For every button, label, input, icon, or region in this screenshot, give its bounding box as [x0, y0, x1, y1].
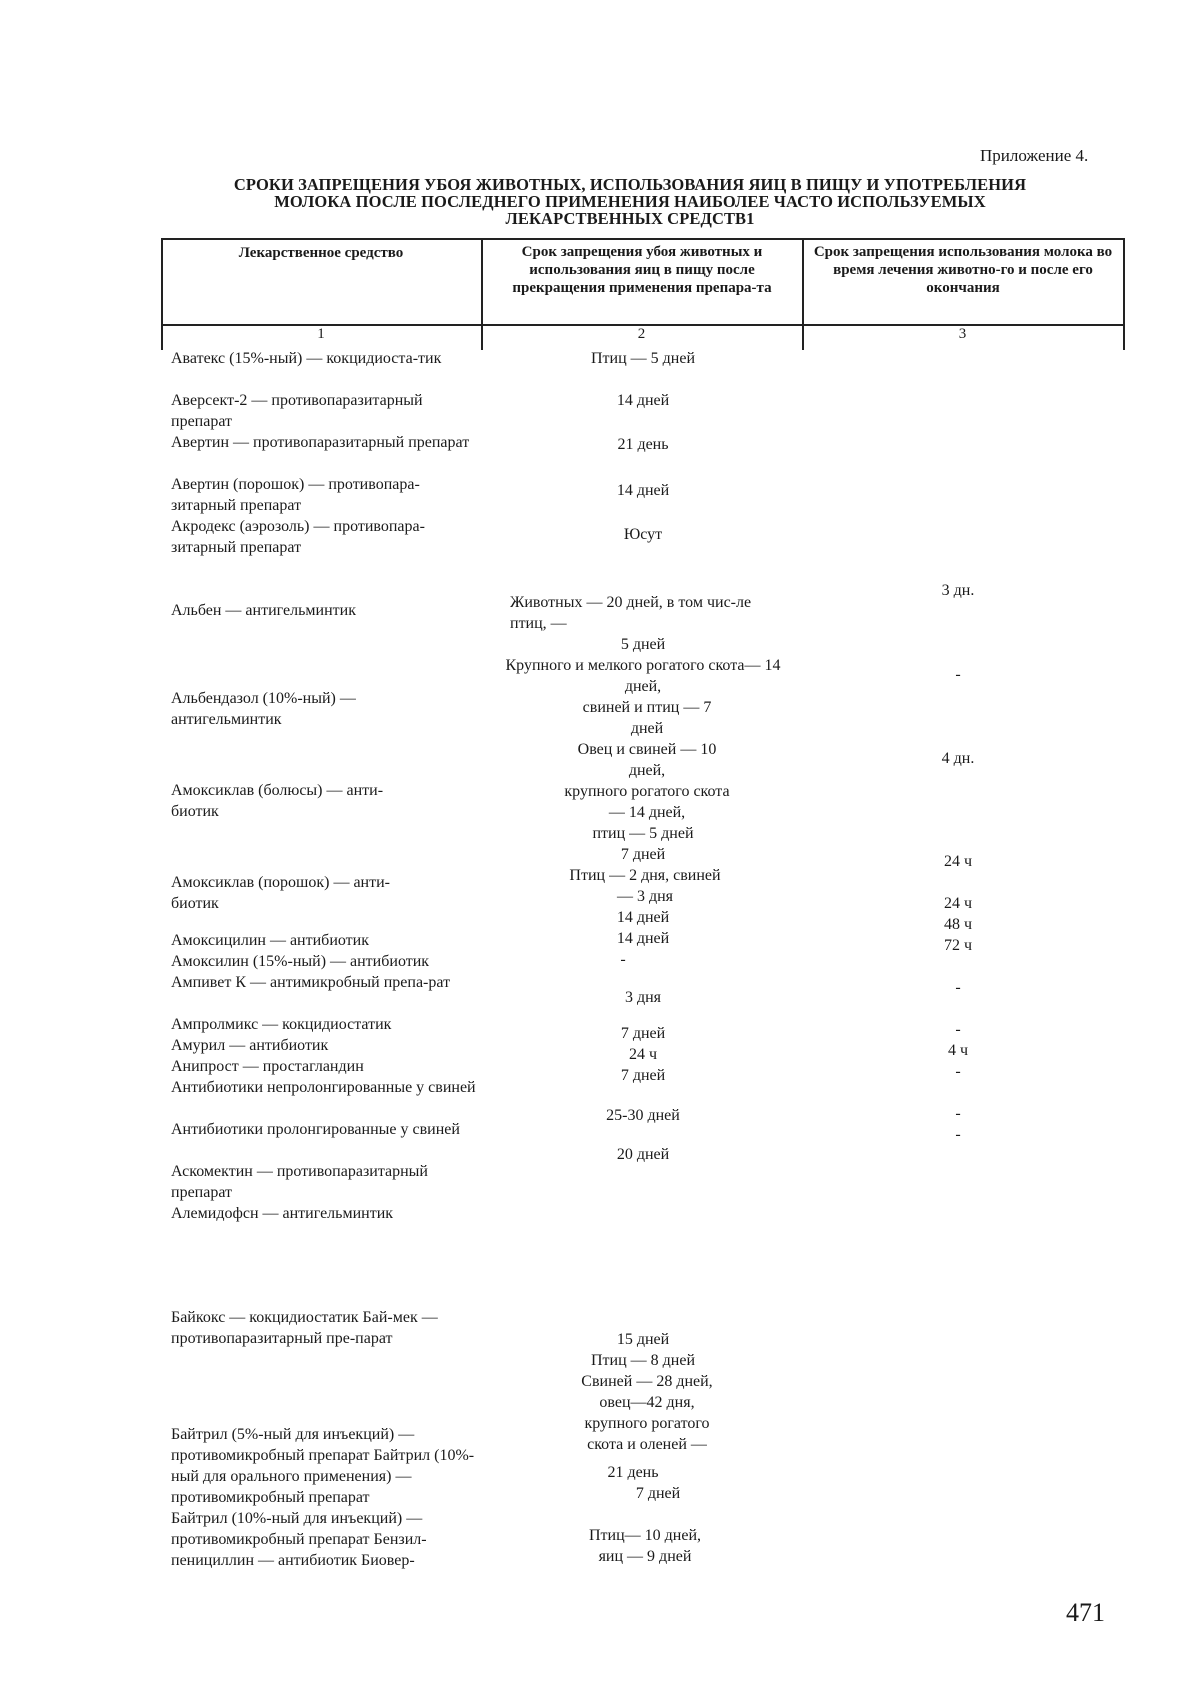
- drug-name: Байтрил (10%-ный для инъекций) — противомикробный препарат Бензил-пенициллин — антибиотик Биовер-: [171, 1510, 427, 1569]
- milk-ban-value: 24 ч: [943, 853, 973, 870]
- milk-ban-value: 72 ч: [943, 937, 973, 954]
- slaughter-ban-value: Крупного и мелкого рогатого скота— 14 дней,: [505, 657, 781, 695]
- slaughter-ban-value: Птиц — 5 дней: [590, 350, 696, 367]
- column-number: 2: [637, 326, 646, 342]
- drug-name: Аватекс (15%-ный) — кокцидиоста-тик: [171, 350, 442, 367]
- slaughter-ban-value: Птиц— 10 дней, яиц — 9 дней: [588, 1527, 702, 1565]
- drug-name: Авертин (порошок) — противопара-зитарный препарат: [171, 476, 420, 514]
- milk-ban-value: 48 ч: [943, 916, 973, 933]
- slaughter-ban-value: 3 дня: [624, 989, 662, 1006]
- milk-ban-value: -: [955, 1126, 961, 1143]
- drug-name: Амоксилин (15%-ный) — антибиотик: [171, 953, 430, 970]
- slaughter-ban-value: Свиней — 28 дней, овец—42 дня, крупного рогатого скота и оленей —: [581, 1373, 713, 1453]
- drug-name: Аскомектин — противопаразитарный препарат: [171, 1163, 428, 1201]
- slaughter-ban-value: свиней и птиц — 7 дней: [582, 699, 712, 737]
- title-line: СРОКИ ЗАПРЕЩЕНИЯ УБОЯ ЖИВОТНЫХ, ИСПОЛЬЗОВАНИЯ ЯИЦ В ПИЩУ И УПОТРЕБЛЕНИЯ: [233, 175, 1027, 194]
- slaughter-ban-value: 7 дней: [620, 1067, 666, 1084]
- milk-ban-value: 3 дн.: [941, 582, 975, 599]
- drug-name: Ампивет К — антимикробный препа-рат: [171, 974, 451, 991]
- milk-ban-value: 4 дн.: [941, 750, 975, 767]
- drug-name: Ампролмикс — кокцидиостатик: [171, 1016, 392, 1033]
- slaughter-ban-value: 21 день: [617, 436, 669, 453]
- slaughter-ban-value: 24 ч: [628, 1046, 658, 1063]
- milk-ban-value: -: [955, 1105, 961, 1122]
- drug-name: Антибиотики непролонгированные у свиней: [171, 1079, 476, 1096]
- slaughter-ban-value: крупного рогатого скота— 14 дней,: [564, 783, 730, 821]
- slaughter-ban-value: 14 дней: [616, 909, 670, 926]
- slaughter-ban-value: Птиц — 2 дня, свиней — 3 дня: [569, 867, 721, 905]
- drug-name: Альбендазол (10%-ный) — антигельминтик: [171, 690, 356, 728]
- slaughter-ban-value: -: [620, 951, 626, 968]
- header-milk-ban: Срок запрещения использования молока во время лечения животно-го и после его окончания: [813, 244, 1113, 296]
- drug-name: Альбен — антигельминтик: [171, 602, 356, 619]
- milk-ban-value: -: [955, 979, 961, 996]
- slaughter-ban-value: 20 дней: [616, 1146, 670, 1163]
- rule: [1123, 238, 1125, 350]
- milk-ban-value: 4 ч: [947, 1042, 969, 1059]
- slaughter-ban-value: 5 дней: [620, 636, 666, 653]
- title-line: ЛЕКАРСТВЕННЫХ СРЕДСТВ1: [505, 209, 755, 228]
- drug-name: Амоксиклав (порошок) — анти-биотик: [171, 874, 390, 912]
- milk-ban-value: -: [955, 1021, 961, 1038]
- slaughter-ban-value: Юсут: [623, 526, 663, 543]
- slaughter-ban-value: 7 дней: [635, 1485, 681, 1502]
- drug-name: Амурил — антибиотик: [171, 1037, 329, 1054]
- slaughter-ban-value: Овец и свиней — 10 дней,: [577, 741, 717, 779]
- page-number: 471: [1066, 1598, 1105, 1627]
- slaughter-ban-value: 25-30 дней: [606, 1107, 680, 1124]
- slaughter-ban-value: Птиц — 8 дней: [590, 1352, 696, 1369]
- drug-name: Байтрил (5%-ный для инъекций) — противомикробный препарат Байтрил (10%-ный для орального применения) — противомикробный препарат: [171, 1426, 475, 1506]
- drug-name: Авертин — противопаразитарный препарат: [171, 434, 470, 451]
- drug-name: Алемидофсн — антигельминтик: [171, 1205, 394, 1222]
- slaughter-ban-value: 14 дней: [616, 482, 670, 499]
- slaughter-ban-value: птиц — 5 дней: [592, 825, 694, 842]
- drug-name: Аверсект-2 — противопаразитарный препарат: [171, 392, 423, 430]
- slaughter-ban-value: 7 дней: [620, 846, 666, 863]
- milk-ban-value: -: [955, 1063, 961, 1080]
- appendix-label: Приложение 4.: [980, 146, 1089, 165]
- drug-name: Байкокс — кокцидиостатик Бай-мек — противопаразитарный пре-парат: [171, 1309, 438, 1347]
- table-header: [161, 238, 1125, 352]
- title-line: МОЛОКА ПОСЛЕ ПОСЛЕДНЕГО ПРИМЕНЕНИЯ НАИБОЛЕЕ ЧАСТО ИСПОЛЬЗУЕМЫХ: [274, 192, 986, 211]
- column-number: 3: [958, 326, 967, 342]
- drug-name: Амоксицилин — антибиотик: [171, 932, 369, 949]
- slaughter-ban-value: Животных — 20 дней, в том чис-ле птиц, —: [510, 594, 752, 632]
- column-number: 1: [317, 326, 325, 342]
- document-title: [160, 176, 1100, 227]
- slaughter-ban-value: 15 дней: [616, 1331, 670, 1348]
- drug-name: Амоксиклав (болюсы) — анти-биотик: [171, 782, 384, 820]
- slaughter-ban-value: 7 дней: [620, 1025, 666, 1042]
- slaughter-ban-value: 14 дней: [616, 930, 670, 947]
- header-drug: Лекарственное средство: [238, 245, 404, 261]
- header-slaughter-ban: Срок запрещения убоя животных и использования яиц в пищу после прекращения применения препара-та: [512, 244, 772, 296]
- slaughter-ban-value: 21 день: [607, 1464, 659, 1481]
- drug-name: Антибиотики пролонгированные у свиней: [171, 1121, 460, 1138]
- slaughter-ban-value: 14 дней: [616, 392, 670, 409]
- milk-ban-value: 24 ч: [943, 895, 973, 912]
- milk-ban-value: -: [955, 666, 961, 683]
- drug-name: Акродекс (аэрозоль) — противопара-зитарный препарат: [171, 518, 425, 556]
- rule: [161, 238, 1125, 240]
- drug-name: Анипрост — простагландин: [171, 1058, 364, 1075]
